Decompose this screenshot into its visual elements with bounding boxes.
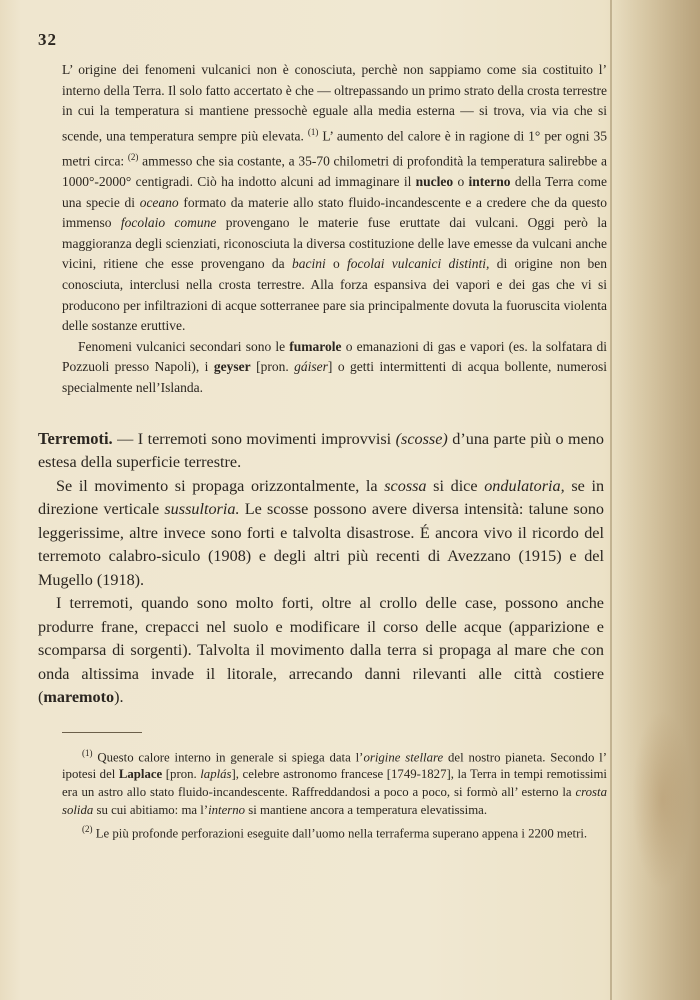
text-run: si mantiene ancora a temperatura elevatissima. xyxy=(248,802,488,817)
italic-term-focolaio-comune: focolaio comune xyxy=(120,215,217,231)
text-run: o xyxy=(332,256,340,272)
italic-term-gaiser: gáiser xyxy=(294,359,328,375)
text-run: Se il movimento si propaga orizzontalmente, la xyxy=(56,476,378,495)
page-number: 32 xyxy=(38,30,57,49)
text-run: [pron. xyxy=(256,359,289,375)
text-run: della Terra come una specie di xyxy=(62,173,607,210)
bold-term-fumarole: fumarole xyxy=(289,338,342,354)
paragraph-earthquake-types xyxy=(38,475,604,593)
section-heading-terremoti: Terremoti. xyxy=(38,428,113,448)
italic-term-focolai-distinti: focolai vulcanici distinti, xyxy=(347,256,490,272)
footnote-2 xyxy=(62,821,607,843)
text-run: Le più profonde perforazioni eseguite dall’uomo nella terraferma superano appena i 2200 metri. xyxy=(95,826,588,841)
paragraph-earthquake-effects xyxy=(38,592,604,710)
footnote-ref-1: (1) xyxy=(307,126,319,137)
text-run: o xyxy=(457,173,465,189)
bold-term-maremoto: maremoto xyxy=(43,688,115,706)
footnote-1 xyxy=(62,745,607,820)
text-run: Fenomeni vulcanici secondari sono le xyxy=(78,338,286,354)
text-run: [pron. xyxy=(165,767,197,782)
text-run: d’una parte più o meno estesa della superficie terrestre. xyxy=(38,429,605,471)
text-run: — I terremoti sono movimenti improvvisi xyxy=(117,429,392,448)
bold-term-interno: interno xyxy=(468,173,511,189)
text-run: ). xyxy=(114,688,124,706)
italic-term-oceano: oceano xyxy=(139,194,179,210)
bold-term-geyser: geyser xyxy=(213,359,251,375)
text-run: I terremoti, quando sono molto forti, oltre al crollo delle case, possono anche produrre frane, crepacci nel suolo e modificare il corso delle acque (apparizione e scomparsa di sorgenti). Talvolta il movimento dalla terra si propaga al mare che con onda altissima invade il litorale, arrecando danni rilevanti alle città costiere ( xyxy=(38,594,604,706)
page-fold-line xyxy=(610,0,612,1000)
italic-term-interno: interno xyxy=(208,802,246,817)
bold-term-laplace: Laplace xyxy=(118,767,163,782)
text-run: ammesso che sia costante, a 35-70 chilometri di profondità la temperatura salirebbe a 1000°-2000° centigradi. Ciò ha indotto alcuni ad immaginare il xyxy=(62,153,608,189)
text-run: ], celebre astronomo francese [1749-1827], la Terra in tempi remotissimi era un astro allo stato fluido-incandescente. Raffreddandosi a poco a poco, si formò all’ esterno la xyxy=(62,767,607,799)
text-run: o emanazioni di gas e vapori (es. la solfatara di Pozzuoli presso Napoli), i xyxy=(62,338,608,375)
text-run: L’ origine dei fenomeni vulcanici non è conosciuta, perchè non sappiamo come sia costituito l’ interno della Terra. Il solo fatto accertato è che — oltrepassando un primo strato della crosta terrestre in cui la temperatura si mantiene pressochè eguale alla media esterna — si trova, via via che si scende, una temperatura sempre più elevata. xyxy=(62,62,607,144)
text-run: provengano le materie fuse eruttate dai vulcani. Oggi però la maggioranza degli scienziati, riconosciuta la diversa costituzione delle lave emesse da vulcani anche vicini, ritiene che esse provengano da xyxy=(62,215,608,272)
text-run: L’ aumento del calore è in ragione di 1° per ogni 35 metri circa: xyxy=(62,128,608,169)
text-run: si dice xyxy=(433,476,478,495)
italic-term-ondulatoria: ondulatoria, xyxy=(484,476,565,495)
footnote-mark-2: (2) xyxy=(82,824,93,835)
footnote-mark-1: (1) xyxy=(82,747,93,758)
italic-term-sussultoria: sussultoria. xyxy=(164,500,240,518)
italic-term-scossa: scossa xyxy=(384,476,427,495)
italic-term-crosta-solida: crosta solida xyxy=(62,784,607,817)
paper-stain xyxy=(632,710,692,890)
page-text xyxy=(38,30,608,845)
paragraph-earthquakes-definition xyxy=(38,427,604,475)
text-run: formato da materie allo stato fluido-incandescente e a credere che da questo immenso xyxy=(62,194,608,231)
paragraph-secondary-phenomena xyxy=(62,337,607,399)
paragraph-volcanic-origin xyxy=(62,60,607,337)
text-run: Questo calore interno in generale si spiega data l’ xyxy=(97,749,364,764)
italic-term-laplas: laplás xyxy=(200,767,232,782)
bold-term-nucleo: nucleo xyxy=(415,173,454,189)
italic-term-bacini: bacini xyxy=(291,256,326,272)
italic-term-origine-stellare: origine stellare xyxy=(363,749,444,764)
footnote-ref-2: (2) xyxy=(127,151,139,162)
text-run: ] o getti intermittenti di acqua bollente, numerosi specialmente nell’Islanda. xyxy=(62,359,608,395)
text-run: se in direzione verticale xyxy=(38,476,605,518)
text-run: di origine non ben conosciuta, interclusi nella crosta terrestre. Alla forza espansiva dei vapori e dei gas che vi si producono per infiltrazioni di acque sotterranee pare sia principalmente dovuta la fuoruscita violenta delle sostanze eruttive. xyxy=(62,256,608,334)
text-run: Le scosse possono avere diversa intensità: talune sono leggerissime, altre invece sono forti e talvolta disastrose. É ancora vivo il ricordo del terremoto calabro-siculo (1908) e degli altri più recenti di Avezzano (1915) e del Mugello (1918). xyxy=(38,500,605,589)
italic-term-scosse: (scosse) xyxy=(395,429,448,448)
text-run: del nostro pianeta. Secondo l’ ipotesi del xyxy=(62,749,608,782)
footnote-divider xyxy=(62,732,142,733)
text-run: su cui abitiamo: ma l’ xyxy=(96,802,209,817)
